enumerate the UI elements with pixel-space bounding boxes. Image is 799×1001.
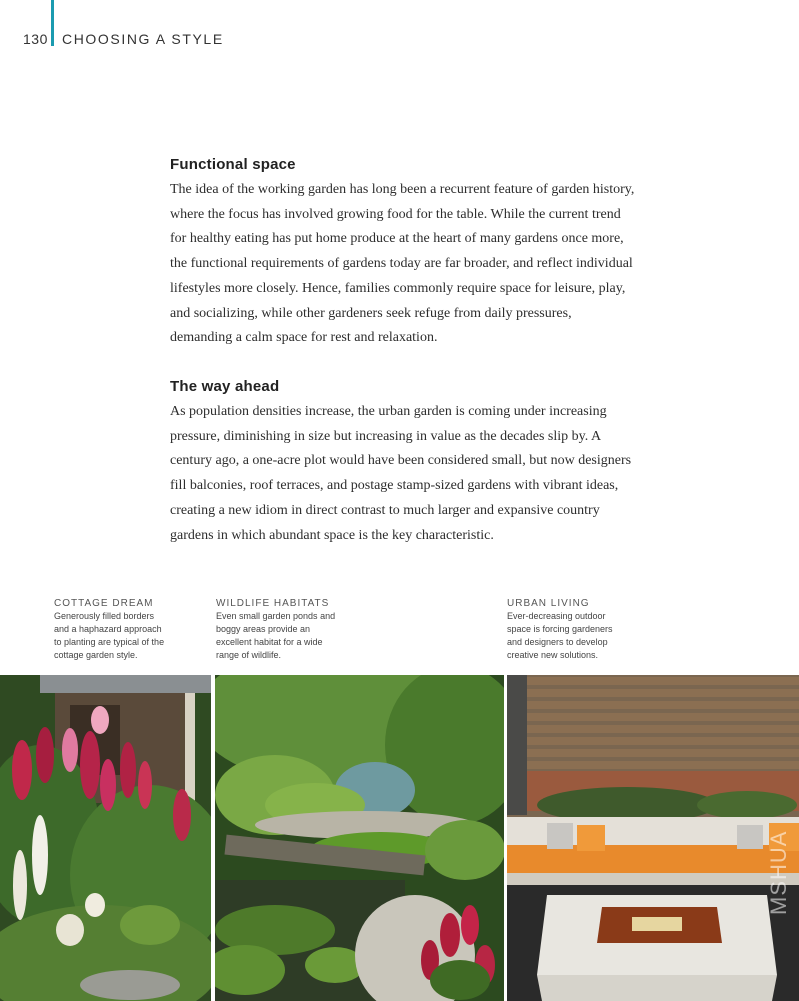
section-functional-space (170, 156, 635, 351)
header-divider (51, 0, 54, 46)
section-body: As population densities increase, the urban garden is coming under increasing pressure, diminishing in size but increasing in value as the decades slip by. A century ago, a one-acre plot would have been considered small, but now designers fill balconies, roof terraces, and postage stamp-sized gardens with vibrant ideas, creating a new idiom in direct contrast to much larger and expansive country gardens in which abundant space is the key characteristic. (170, 404, 632, 543)
photo-cottage-garden (0, 675, 211, 1001)
photo-urban-garden (507, 675, 799, 1001)
section-the-way-ahead (170, 378, 635, 548)
photo-wildlife-pond (215, 675, 504, 1001)
caption-title: WILDLIFE HABITATS (216, 598, 330, 609)
caption-text: Even small garden ponds and boggy areas provide an excellent habitat for a wide range of wildlife. (216, 611, 336, 660)
caption-cottage-dream (54, 598, 169, 662)
section-heading: The way ahead (170, 378, 280, 395)
caption-wildlife-habitats (216, 598, 336, 662)
photo-credit: MSHUA (766, 830, 791, 915)
section-heading: Functional space (170, 156, 296, 173)
caption-title: URBAN LIVING (507, 598, 590, 609)
caption-text: Ever-decreasing outdoor space is forcing gardeners and designers to develop creative new solutions. (507, 611, 613, 660)
section-body: The idea of the working garden has long been a recurrent feature of garden history, where the focus has involved growing food for the table. While the current trend for healthy eating has put home produce at the heart of many gardens once more, the functional requirements of gardens today are far broader, and reflect individual lifestyles more closely. Hence, families commonly require space for leisure, play, and socializing, while other gardeners seek refuge from daily pressures, demanding a calm space for rest and relaxation. (170, 182, 635, 346)
section-title: CHOOSING A STYLE (62, 31, 224, 47)
caption-title: COTTAGE DREAM (54, 598, 154, 609)
page-number: 130 (23, 31, 48, 47)
page-header (0, 0, 799, 60)
caption-text: Generously filled borders and a haphazard approach to planting are typical of the cottage garden style. (54, 611, 165, 660)
caption-urban-living (507, 598, 622, 662)
